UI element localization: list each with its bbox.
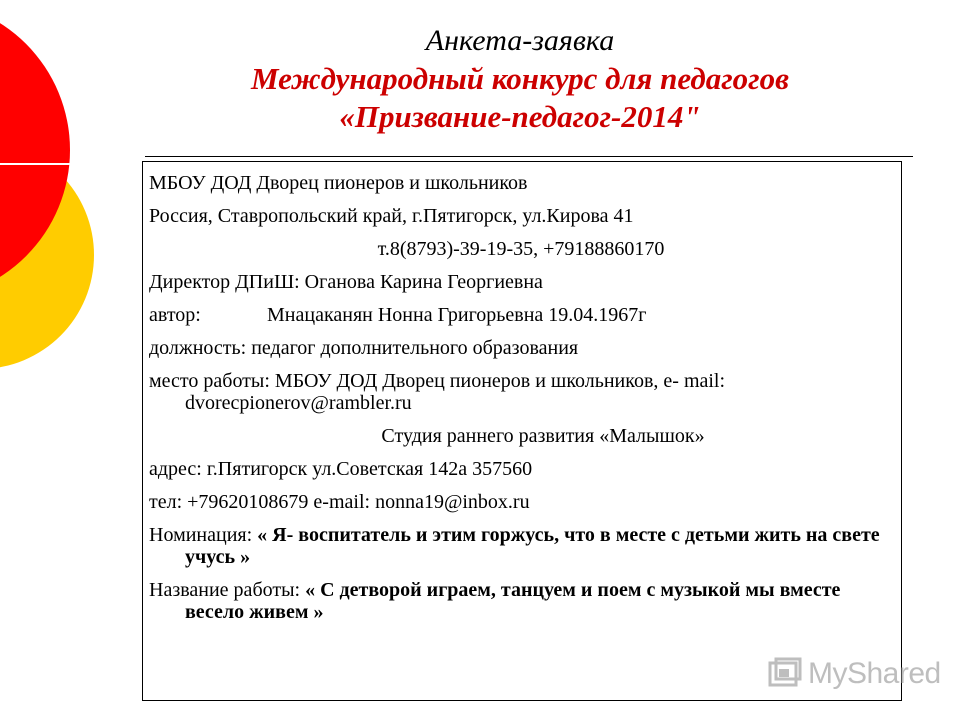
director: Директор ДПиШ: Оганова Карина Георгиевна [149, 271, 543, 293]
nomination-value: « Я- воспитатель и этим горжусь, что в месте с детьми жить на свете учусь » [185, 524, 880, 568]
author-label: автор: [149, 304, 201, 326]
work-title-row [149, 579, 893, 623]
title-divider [145, 156, 913, 157]
address: адрес: г.Пятигорск ул.Советская 142а 357560 [149, 458, 533, 480]
author-row [149, 304, 893, 326]
watermark [768, 654, 941, 694]
studio: Студия раннего развития «Малышок» [381, 425, 705, 447]
decorative-circles [0, 0, 140, 420]
watermark-text: MyShared [808, 657, 941, 690]
decorative-circles-svg [0, 0, 140, 420]
nomination-row [149, 524, 893, 568]
nomination-label: Номинация: [149, 524, 258, 546]
title-contest-subtitle: «Призвание-педагог-2014" [339, 99, 701, 134]
myshared-logo-icon [768, 657, 802, 691]
org-phone: т.8(8793)-39-19-35, +79188860170 [377, 238, 665, 260]
application-form-box [142, 161, 902, 701]
org-name: МБОУ ДОД Дворец пионеров и школьников [149, 172, 528, 194]
title-contest-name: Международный конкурс для педагогов [251, 61, 789, 96]
author-value: Мнацаканян Нонна Григорьевна 19.04.1967г [267, 304, 647, 326]
title-form-name: Анкета-заявка [425, 24, 615, 57]
org-address: Россия, Ставропольский край, г.Пятигорск, ул.Кирова 41 [149, 205, 634, 227]
work-title-label: Название работы: [149, 579, 306, 601]
position: должность: педагог дополнительного образования [149, 337, 579, 359]
workplace: место работы: МБОУ ДОД Дворец пионеров и школьников, е- mail: dvorecpionerov@rambler.ru [149, 370, 726, 414]
title-block [140, 22, 900, 136]
work-title-value: « С детворой играем, танцуем и поем с музыкой мы вместе весело живем » [185, 579, 841, 623]
contacts: тел: +79620108679 e-mail: nonna19@inbox.ru [149, 491, 530, 513]
